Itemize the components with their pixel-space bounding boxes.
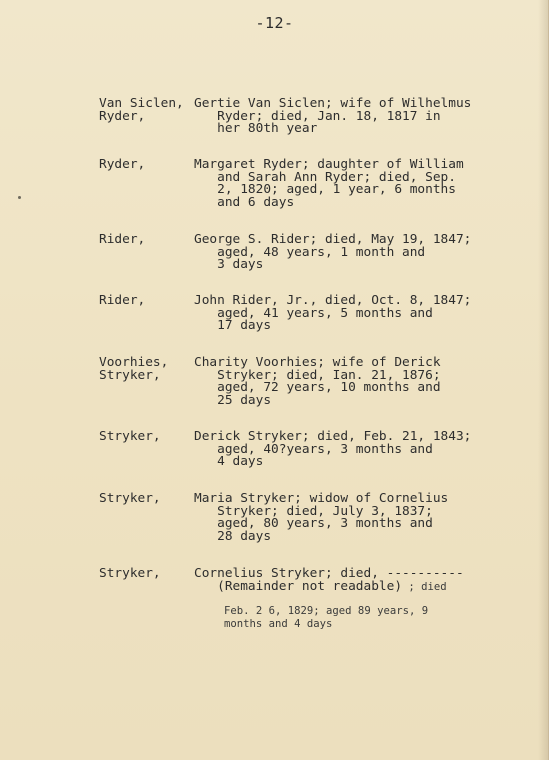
entry-description: Charity Voorhies; wife of Derick Stryker; died, Ian. 21, 1876; aged, 72 years, 10 months and 25 days — [194, 355, 441, 408]
entry-surname: Stryker, — [99, 429, 161, 444]
binding-hole-mark — [18, 196, 21, 199]
entry-description: Gertie Van Siclen; wife of Wilhelmus Ryder; died, Jan. 18, 1817 in her 80th year — [194, 96, 472, 136]
handwritten-note: Feb. 2 6, 1829; aged 89 years, 9 months and 4 days — [224, 605, 429, 630]
entry-surname: Ryder, — [99, 157, 146, 172]
entry-description-text: Cornelius Stryker; died, ---------- (Remainder not readable) — [194, 566, 464, 594]
entry-surname: Stryker, — [99, 491, 161, 506]
page-edge-shadow — [538, 0, 548, 760]
handwritten-note-inline: ; died — [402, 580, 447, 593]
entry-description: Margaret Ryder; daughter of William and Sarah Ann Ryder; died, Sep. 2, 1820; aged, 1 year, 6 months and 6 days — [194, 157, 464, 210]
entry-surname: Voorhies, Stryker, — [99, 355, 169, 383]
entry-surname: Rider, — [99, 232, 146, 247]
entry-description: Maria Stryker; widow of Cornelius Stryker; died, July 3, 1837; aged, 80 years, 3 months and 28 days — [194, 491, 449, 544]
page-number: -12- — [255, 14, 294, 32]
entry-description — [194, 568, 464, 593]
entry-surname: Rider, — [99, 293, 146, 308]
entry-surname: Stryker, — [99, 566, 161, 581]
entry-surname: Van Siclen, Ryder, — [99, 96, 184, 124]
entry-description: John Rider, Jr., died, Oct. 8, 1847; aged, 41 years, 5 months and 17 days — [194, 293, 472, 333]
entry-description: George S. Rider; died, May 19, 1847; aged, 48 years, 1 month and 3 days — [194, 232, 472, 272]
entry-description: Derick Stryker; died, Feb. 21, 1843; aged, 40?years, 3 months and 4 days — [194, 429, 472, 469]
